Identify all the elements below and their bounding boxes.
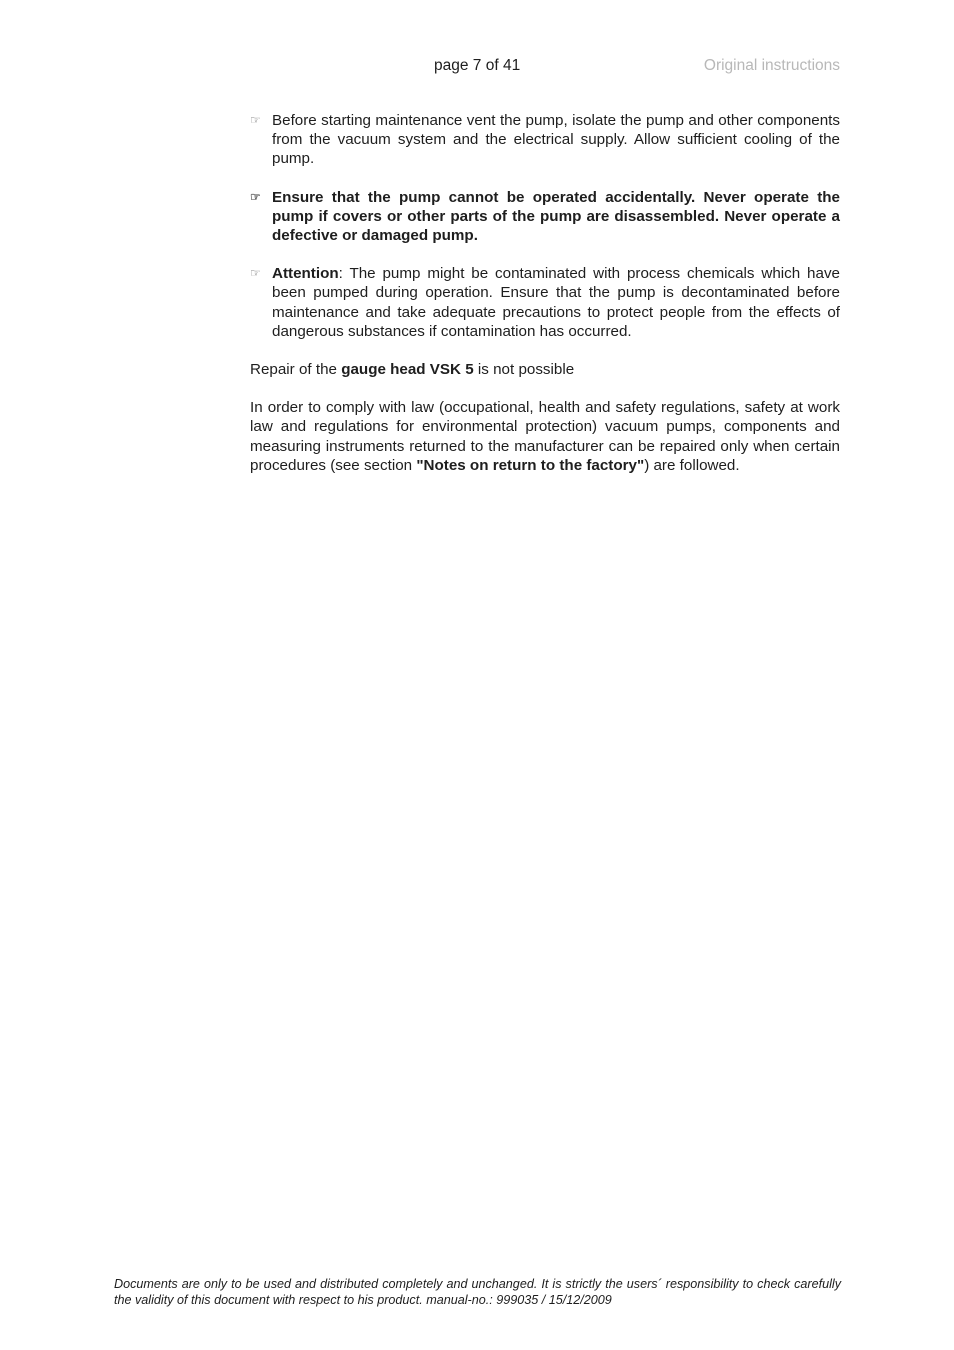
pointing-hand-icon: ☞ (250, 113, 261, 127)
footer-disclaimer: Documents are only to be used and distributed completely and unchanged. It is strictly the users´ responsibility to check carefully the validity of this document with respect to his product. manual-no.: 999035 / 15/12/2009 (114, 1277, 841, 1307)
bullet-text: Before starting maintenance vent the pump, isolate the pump and other components from the vacuum system and the electrical supply. Allow sufficient cooling of the pump. (272, 112, 840, 168)
bullet-text: : The pump might be contaminated with process chemicals which have been pumped during operation. Ensure that the pump is decontaminated before maintenance and take adequate precautions to protect people from the effects of dangerous substances if contamination has occurred. (272, 265, 840, 340)
compliance-suffix: ) are followed. (644, 456, 740, 474)
repair-note (250, 360, 840, 379)
document-body (250, 111, 840, 494)
document-type-label: Original instructions (703, 57, 840, 74)
repair-prefix: Repair of the (250, 361, 342, 379)
bullet-maintenance-preparation (250, 111, 840, 169)
page-number: page 7 of 41 (434, 57, 521, 74)
repair-suffix: is not possible (473, 361, 575, 379)
bullet-text: Ensure that the pump cannot be operated accidentally. Never operate the pump if covers or other parts of the pump are disassembled. Never operate a defective or damaged pump. (272, 188, 840, 245)
gauge-head-name: gauge head VSK 5 (341, 361, 474, 379)
bullet-contamination-attention (250, 264, 840, 341)
compliance-prefix: In order to comply with law (occupational, health and safety regulations, safety at work law and regulations for environmental protection) vacuum pumps, components and measuring instruments returned to the manufacturer can be repaired only when certain procedures (see section (250, 399, 840, 474)
attention-label: Attention (272, 265, 339, 283)
compliance-paragraph (250, 398, 840, 475)
pointing-hand-icon: ☞ (250, 266, 261, 281)
return-section-reference: "Notes on return to the factory" (416, 456, 645, 474)
bullet-operation-warning (250, 188, 840, 246)
pointing-hand-icon: ☞ (250, 189, 261, 204)
